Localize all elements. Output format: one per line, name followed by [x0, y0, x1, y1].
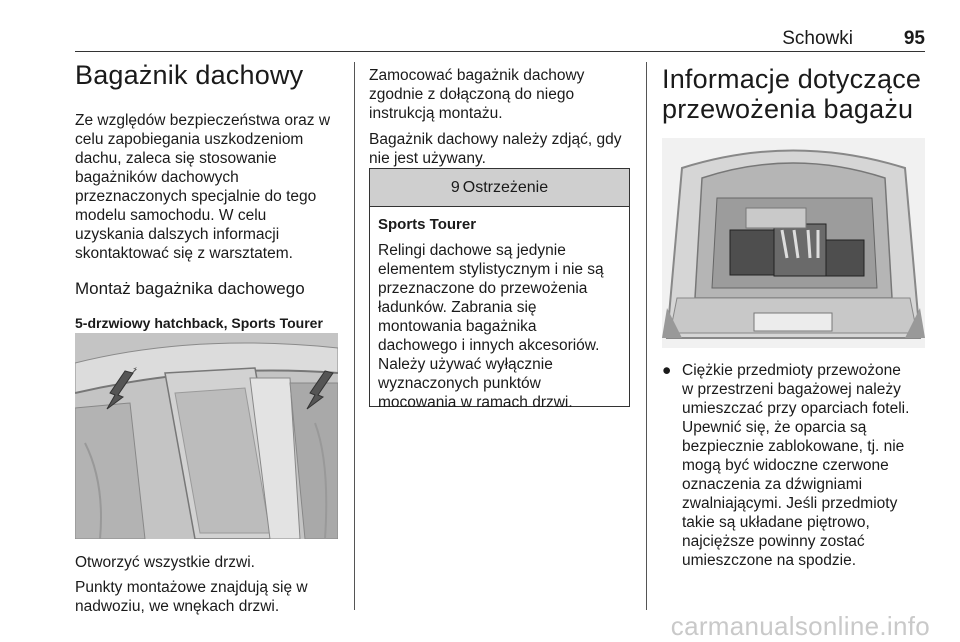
warning-body — [370, 207, 629, 412]
text-line: w przestrzeni bagażowej należy — [682, 381, 901, 398]
warning-triangle-icon: 9 — [450, 178, 460, 196]
section-title: Schowki — [782, 28, 853, 49]
left-column-bottom — [75, 553, 345, 616]
text-line: nadwoziu, we wnękach drzwi. — [75, 598, 280, 615]
text-line: zwalniającymi. Jeśli przedmioty — [682, 495, 898, 512]
text-line: elementem stylistycznym i nie są — [378, 261, 604, 278]
right-column — [662, 64, 932, 124]
list-item — [662, 361, 937, 570]
intro-paragraph — [75, 111, 345, 263]
text-line: wyznaczonych punktów — [378, 375, 541, 392]
text-line: instrukcją montażu. — [369, 105, 503, 122]
removal-paragraph — [369, 130, 634, 168]
text-line: zgodnie z dołączoną do niego — [369, 86, 575, 103]
door-mounting-illustration — [75, 333, 338, 539]
text-line: montowania bagażnika — [378, 318, 537, 335]
mounting-points-paragraph — [75, 578, 345, 616]
text-line: takie są układane piętrowo, — [682, 514, 870, 531]
text-line: uzyskania dalszych informacji — [75, 226, 280, 243]
warning-text — [378, 241, 629, 412]
text-line: Upewnić się, że oparcia są — [682, 419, 867, 436]
middle-column — [369, 66, 634, 168]
text-line: mogą być widoczne czerwone — [682, 457, 889, 474]
text-line: oznaczenia za dźwigniami — [682, 476, 863, 493]
right-column-bullets — [662, 361, 937, 570]
left-column — [75, 60, 345, 332]
warning-header — [370, 169, 629, 207]
warning-subtitle: Sports Tourer — [378, 216, 477, 233]
text-line: mocowania w ramach drzwi. — [378, 394, 573, 411]
text-line: przeznaczone do przewożenia — [378, 280, 588, 297]
mounting-paragraph — [369, 66, 634, 123]
text-line: Bagażnik dachowy należy zdjąć, gdy — [369, 131, 622, 148]
text-line: dachowego i innych akcesoriów. — [378, 337, 600, 354]
subheading-mounting: Montaż bagażnika dachowego — [75, 279, 305, 298]
header-divider — [75, 51, 925, 52]
text-line: Ze względów bezpieczeństwa oraz w — [75, 112, 331, 129]
warning-title: Ostrzeżenie — [462, 178, 549, 196]
text-line: skontaktować się z warsztatem. — [75, 245, 293, 262]
trunk-illustration — [662, 138, 925, 348]
text-line: bagażników dachowych — [75, 169, 239, 186]
section-heading-luggage-line2: przewożenia bagażu — [662, 94, 914, 124]
text-line: Relingi dachowe są jedynie — [378, 242, 566, 259]
page-header — [75, 26, 925, 52]
text-line: Ciężkie przedmioty przewożone — [682, 362, 901, 379]
text-line: umieszczać przy oparciach foteli. — [682, 400, 910, 417]
text-line: przeznaczonych specjalnie do tego — [75, 188, 317, 205]
text-line: nie jest używany. — [369, 150, 486, 167]
bullet-text — [682, 361, 909, 570]
text-line: bezpiecznie zablokowane, tj. nie — [682, 438, 905, 455]
bullet-icon: ● — [662, 362, 672, 379]
section-heading-roof-rack: Bagażnik dachowy — [75, 60, 304, 90]
warning-box — [369, 168, 630, 411]
instruction-open-doors: Otworzyć wszystkie drzwi. — [75, 554, 255, 571]
text-line: Należy używać wyłącznie — [378, 356, 553, 373]
text-line: najcięższe powinny zostać — [682, 533, 865, 550]
column-divider-1 — [354, 62, 355, 610]
text-line: Zamocować bagażnik dachowy — [369, 67, 585, 84]
section-heading-luggage: Informacje dotyczące — [662, 64, 922, 94]
watermark: carmanualsonline.info — [670, 611, 930, 641]
text-line: Punkty montażowe znajdują się w — [75, 579, 308, 596]
text-line: dachu, zaleca się stosowanie — [75, 150, 277, 167]
text-line: celu zapobiegania uszkodzeniom — [75, 131, 304, 148]
variant-label: 5-drzwiowy hatchback, Sports Tourer — [75, 315, 323, 331]
text-line: ładunków. Zabrania się — [378, 299, 537, 316]
text-line: umieszczone na spodzie. — [682, 552, 857, 569]
page-number: 95 — [903, 28, 925, 49]
text-line: modelu samochodu. W celu — [75, 207, 267, 224]
column-divider-2 — [646, 62, 647, 610]
